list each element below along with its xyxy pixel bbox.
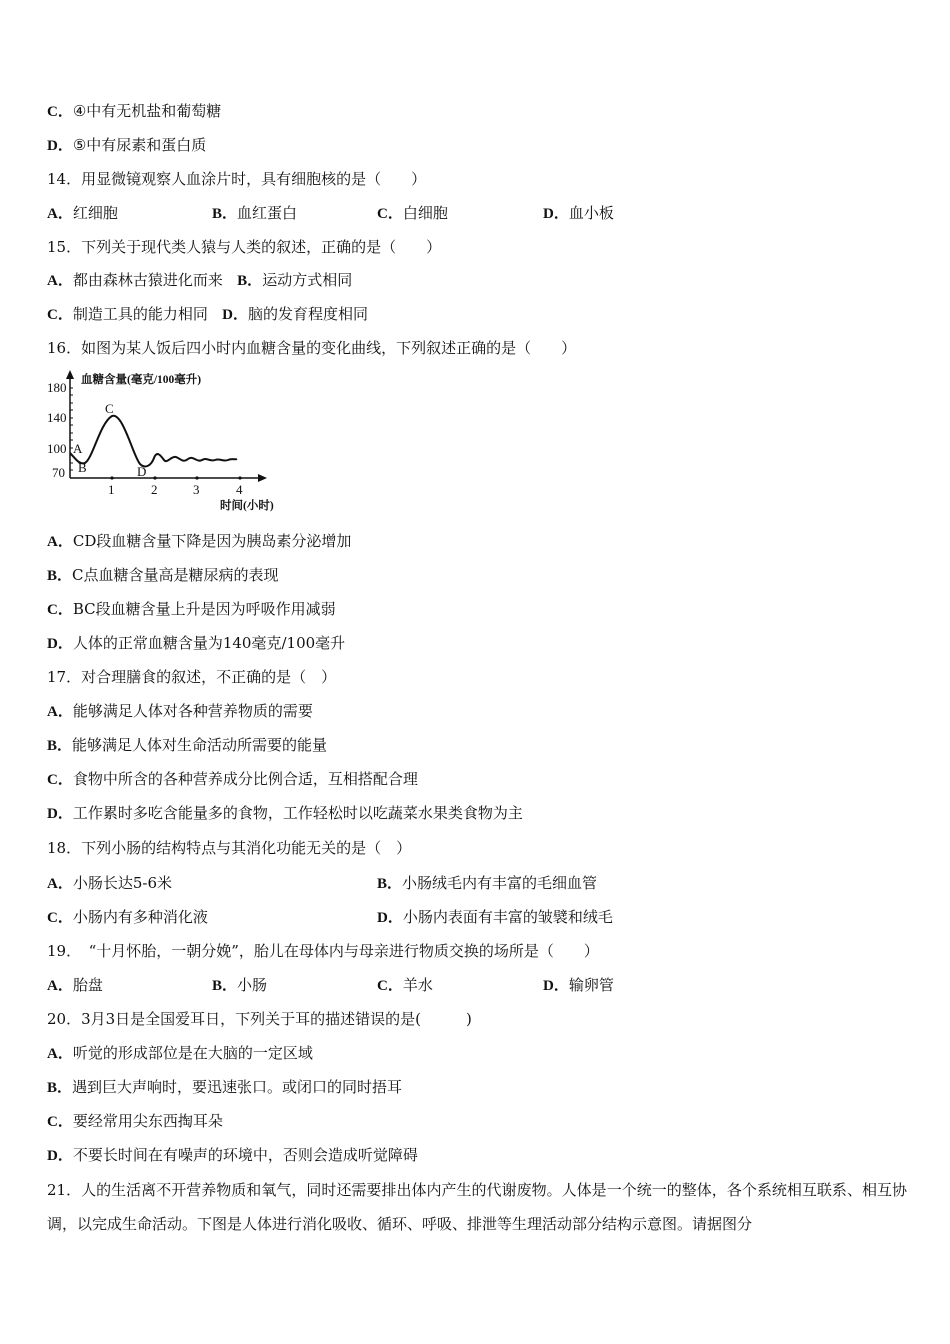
q13-option-d: D．⑤中有尿素和蛋白质 [47,136,207,154]
q18-option-b: B．小肠绒毛内有丰富的毛细血管 [377,874,598,892]
q19-option-c: C．羊水 [377,976,433,994]
x-tick-3: 3 [193,482,200,497]
q14-option-c: C．白细胞 [377,204,448,222]
q17-option-b: B．能够满足人体对生命活动所需要的能量 [47,736,328,754]
point-label-c: C [105,401,114,416]
q15-stem: 15．下列关于现代类人猿与人类的叙述，正确的是（ ） [47,238,442,256]
x-axis-arrow-icon [258,474,267,482]
point-label-a: A [73,441,83,456]
q18-option-d: D．小肠内表面有丰富的皱襞和绒毛 [377,908,613,926]
q18-option-a: A．小肠长达5-6米 [47,874,172,892]
blood-sugar-chart [45,368,285,518]
blood-sugar-curve [70,416,237,467]
y-axis-arrow-icon [66,370,74,379]
q20-option-c: C．要经常用尖东西掏耳朵 [47,1112,223,1130]
q17-option-a: A．能够满足人体对各种营养物质的需要 [47,702,313,720]
q16-option-d: D．人体的正常血糖含量为140毫克/100毫升 [47,634,346,652]
q13-option-c: C．④中有无机盐和葡萄糖 [47,102,222,120]
q18-stem: 18．下列小肠的结构特点与其消化功能无关的是（ ） [47,839,412,857]
x-tick-4: 4 [236,482,243,497]
q16-option-a: A．CD段血糖含量下降是因为胰岛素分泌增加 [47,532,352,550]
y-tick-100: 100 [47,441,67,456]
point-label-b: B [78,460,87,475]
q18-option-c: C．小肠内有多种消化液 [47,908,208,926]
q14-option-b: B．血红蛋白 [212,204,298,222]
point-label-d: D [137,464,147,479]
x-axis-title: 时间(小时) [220,500,274,512]
q15-options-cd: C．制造工具的能力相同 D．脑的发育程度相同 [47,305,369,323]
x-tick-1: 1 [108,482,115,497]
q19-option-b: B．小肠 [212,976,268,994]
q19-option-a: A．胎盘 [47,976,103,994]
q20-stem: 20．3月3日是全国爱耳日，下列关于耳的描述错误的是( ) [47,1010,472,1028]
y-tick-140: 140 [47,410,67,425]
q16-option-c: C．BC段血糖含量上升是因为呼吸作用减弱 [47,600,336,618]
x-tick-2: 2 [151,482,158,497]
q14-option-a: A．红细胞 [47,204,118,222]
q20-option-d: D．不要长时间在有噪声的环境中，否则会造成听觉障碍 [47,1146,418,1164]
q17-option-d: D．工作累时多吃含能量多的食物，工作轻松时以吃蔬菜水果类食物为主 [47,804,523,822]
y-tick-180: 180 [47,380,67,395]
q20-option-a: A．听觉的形成部位是在大脑的一定区域 [47,1044,313,1062]
y-axis-title: 血糖含量(毫克/100毫升) [81,374,202,386]
q16-option-b: B．C点血糖含量高是糖尿病的表现 [47,566,279,584]
y-tick-70: 70 [52,465,65,480]
q19-stem: 19． “十月怀胎，一朝分娩”，胎儿在母体内与母亲进行物质交换的场所是（ ） [47,942,599,960]
q17-stem: 17．对合理膳食的叙述，不正确的是（ ） [47,668,337,686]
q16-stem: 16．如图为某人饭后四小时内血糖含量的变化曲线，下列叙述正确的是（ ） [47,339,577,357]
q15-options-ab: A．都由森林古猿进化而来 B．运动方式相同 [47,271,353,289]
q20-option-b: B．遇到巨大声响时，要迅速张口。或闭口的同时捂耳 [47,1078,403,1096]
q17-option-c: C．食物中所含的各种营养成分比例合适，互相搭配合理 [47,770,418,788]
q19-option-d: D．输卵管 [543,976,614,994]
q14-option-d: D．血小板 [543,204,614,222]
q21-stem: 21．人的生活离不开营养物质和氧气，同时还需要排出体内产生的代谢废物。人体是一个统一的整体，各个系统相互联系、相互协调，以完成生命活动。下图是人体进行消化吸收、循环、呼吸、排泄等生理活动部分结构示意图。请据图分 [47,1181,907,1233]
q14-stem: 14．用显微镜观察人血涂片时，具有细胞核的是（ ） [47,170,427,188]
